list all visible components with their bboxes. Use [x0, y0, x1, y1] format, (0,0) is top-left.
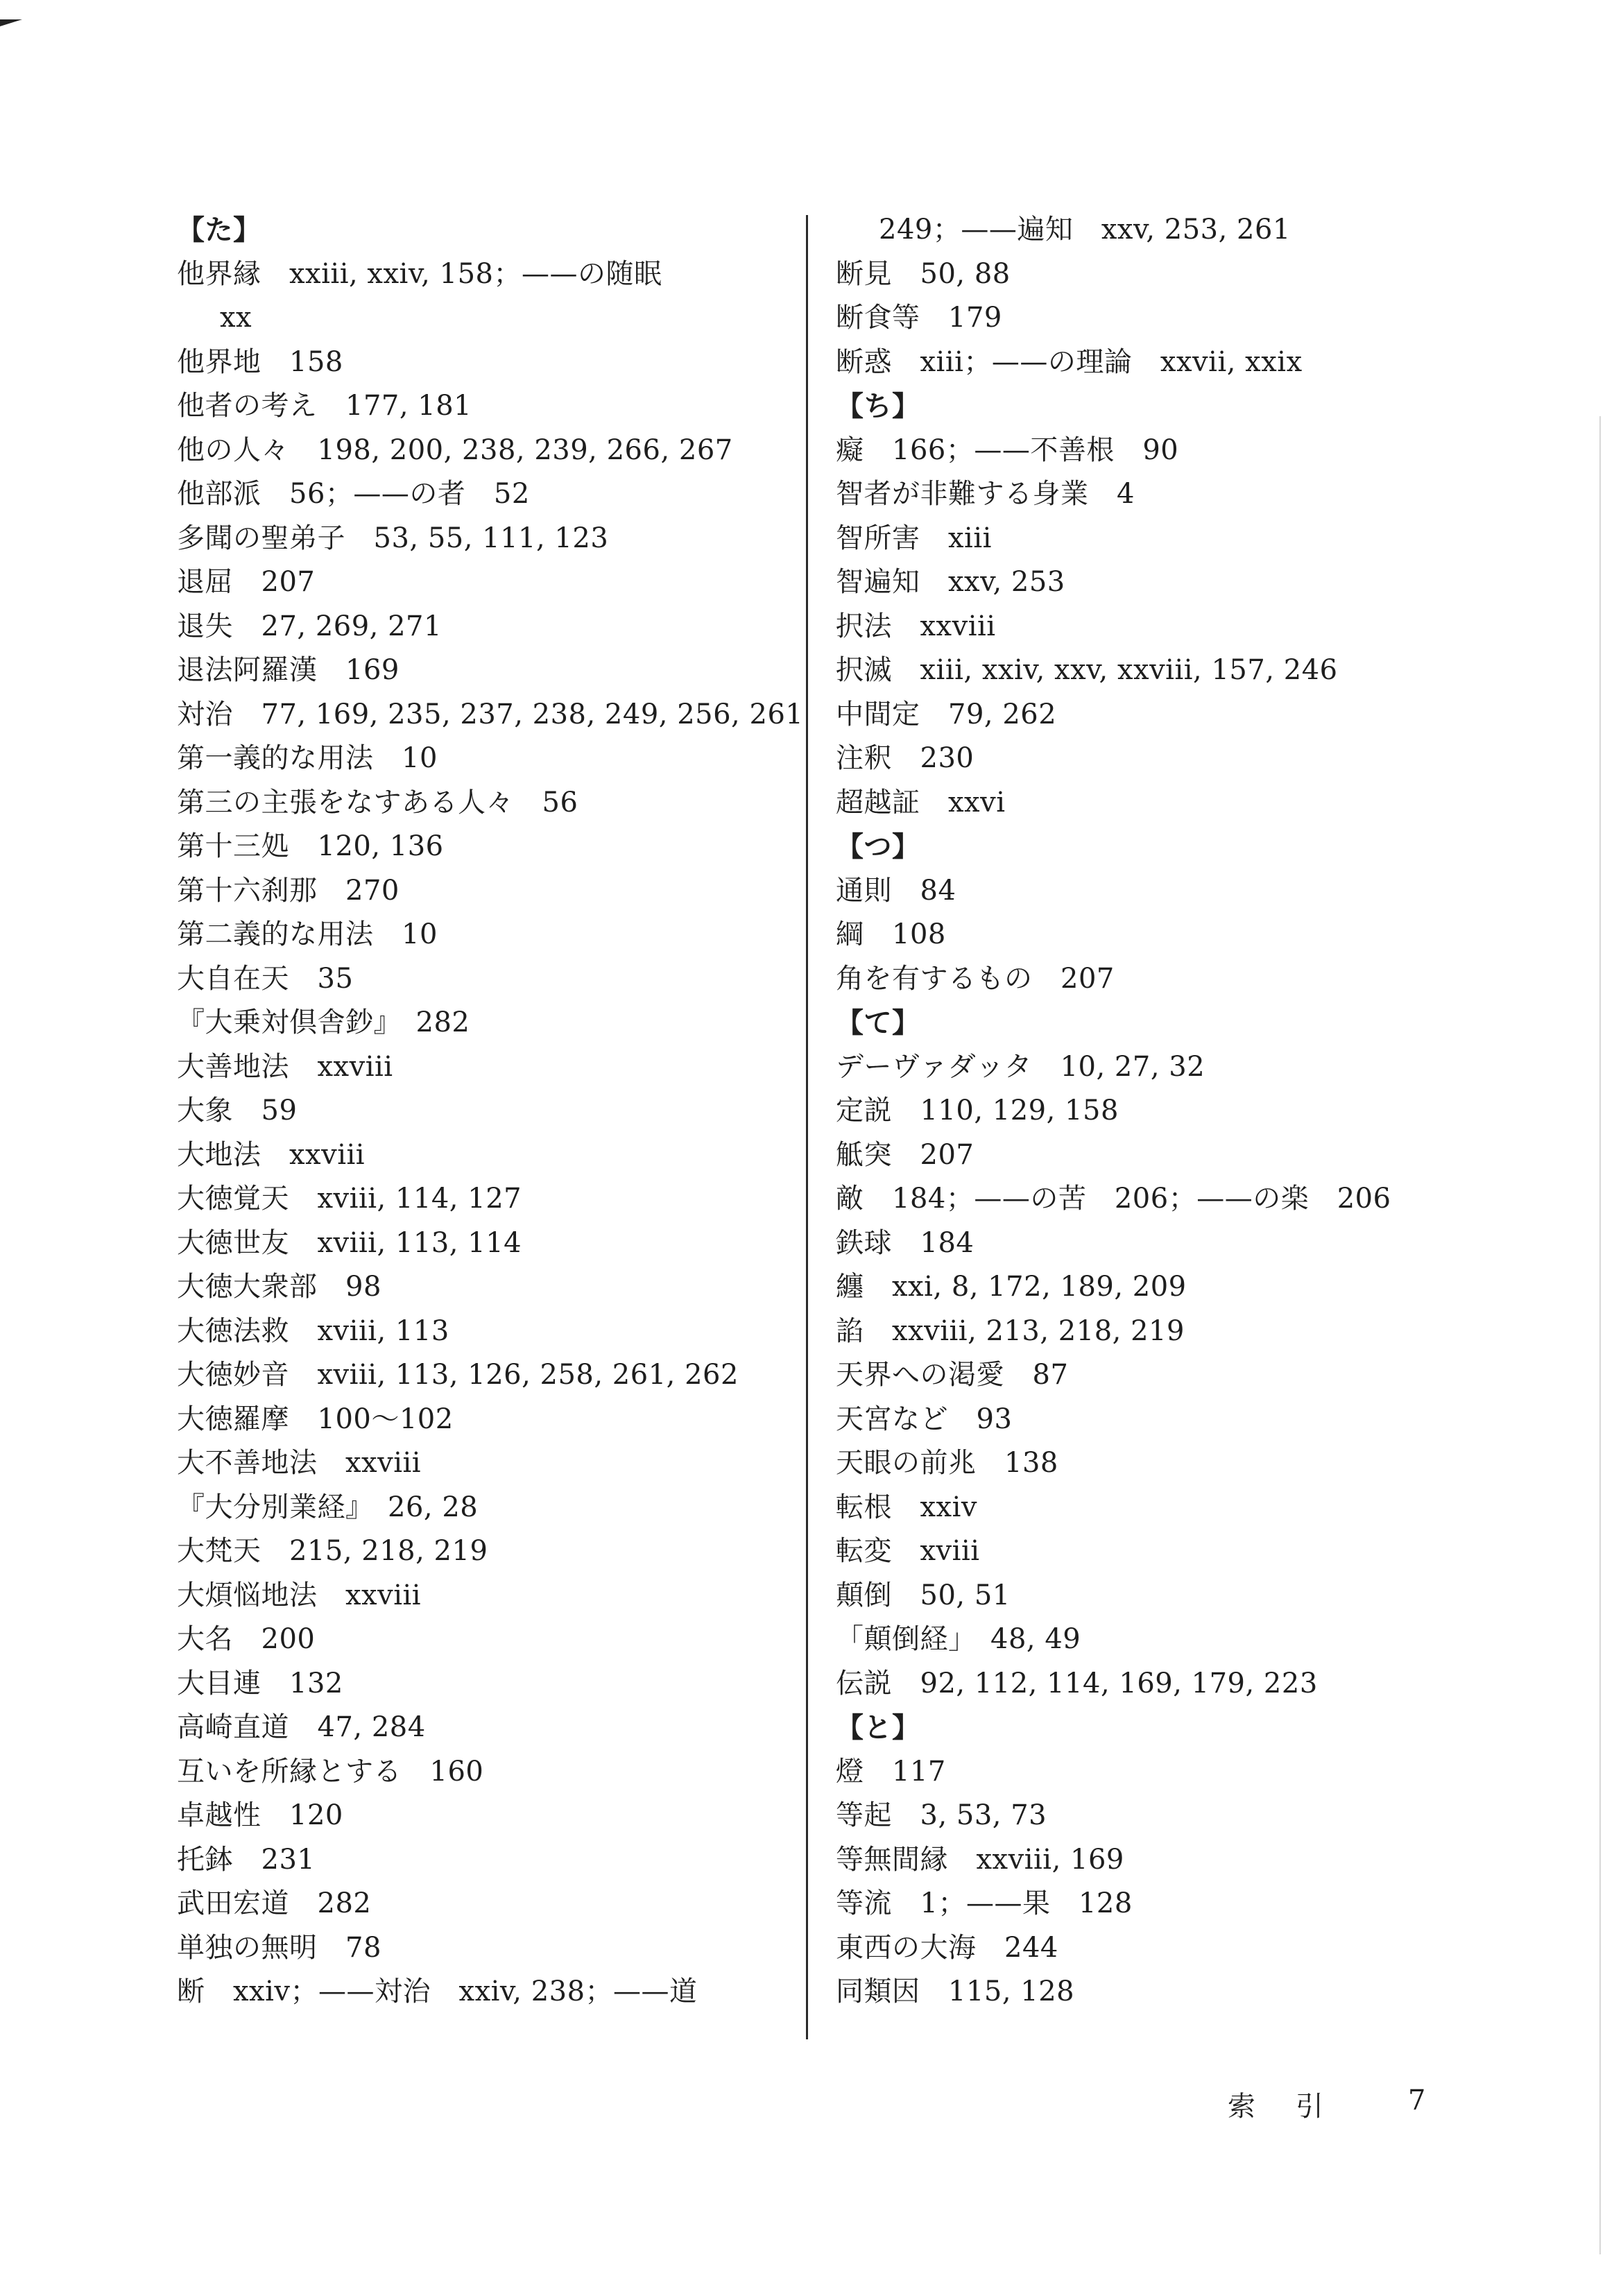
- index-entry: 大不善地法 xxviii: [177, 1447, 422, 1479]
- index-entry: 他者の考え 177, 181: [177, 390, 472, 422]
- index-entry: 智遍知 xxv, 253: [836, 566, 1065, 598]
- scan-corner-mark: [0, 19, 22, 26]
- index-entry: 退失 27, 269, 271: [177, 610, 442, 642]
- index-entry: 顛倒 50, 51: [836, 1579, 1011, 1611]
- index-entry: 大目連 132: [177, 1667, 343, 1699]
- index-entry: 智者が非難する身業 4: [836, 478, 1135, 510]
- index-entry: 鉄球 184: [836, 1226, 974, 1259]
- index-entry: 敵 184；——の苦 206；——の楽 206: [836, 1183, 1391, 1215]
- index-entry: 智所害 xiii: [836, 522, 992, 554]
- index-entry: 『大乗対倶舎鈔』 282: [177, 1006, 470, 1038]
- index-entry: 角を有するもの 207: [836, 962, 1115, 995]
- index-entry: 天眼の前兆 138: [836, 1447, 1058, 1479]
- index-entry: 癡 166；——不善根 90: [836, 434, 1179, 466]
- index-entry: 断 xxiv；——対治 xxiv, 238；——道: [177, 1976, 698, 2007]
- column-divider: [806, 215, 808, 2039]
- index-entry: 大善地法 xxviii: [177, 1050, 393, 1083]
- index-entry: 大徳世友 xviii, 113, 114: [177, 1226, 522, 1259]
- index-entry: 天界への渇愛 87: [836, 1359, 1069, 1391]
- index-entry: 第十三処 120, 136: [177, 830, 444, 862]
- scan-edge-shadow: [1599, 416, 1601, 2254]
- index-entry: 大梵天 215, 218, 219: [177, 1535, 488, 1567]
- index-entry: 綱 108: [836, 918, 946, 950]
- index-entry: 注釈 230: [836, 742, 974, 774]
- index-entry: 大名 200: [177, 1623, 316, 1655]
- index-entry: 他部派 56；——の者 52: [177, 478, 530, 510]
- index-entry: 大徳羅摩 100～102: [177, 1403, 454, 1435]
- index-entry: 高崎直道 47, 284: [177, 1711, 426, 1743]
- index-entry: 大徳妙音 xviii, 113, 126, 258, 261, 262: [177, 1359, 739, 1391]
- index-entry: 転根 xxiv: [836, 1491, 978, 1523]
- index-entry: 大象 59: [177, 1095, 298, 1126]
- footer-title: 索引: [1228, 2091, 1364, 2123]
- index-entry: 天宮など 93: [836, 1403, 1013, 1435]
- index-entry: 択滅 xiii, xxiv, xxv, xxviii, 157, 246: [836, 654, 1338, 686]
- index-entry: 大自在天 35: [177, 962, 354, 995]
- index-entry: 他界縁 xxiii, xxiv, 158；——の随眠: [177, 257, 662, 290]
- index-entry: 退屈 207: [177, 566, 316, 598]
- index-entry: 等起 3, 53, 73: [836, 1799, 1047, 1831]
- index-entry: 大煩悩地法 xxviii: [177, 1579, 422, 1611]
- index-entry: 「顛倒経」 48, 49: [836, 1623, 1081, 1655]
- index-entry: 大地法 xxviii: [177, 1138, 366, 1171]
- index-entry: 『大分別業経』 26, 28: [177, 1491, 479, 1523]
- index-entry: 他の人々 198, 200, 238, 239, 266, 267: [177, 434, 733, 466]
- index-entry: 定説 110, 129, 158: [836, 1095, 1119, 1126]
- index-entry: 断食等 179: [836, 302, 1002, 334]
- index-entry: 武田宏道 282: [177, 1887, 372, 1919]
- index-column-right: [836, 208, 1460, 2014]
- index-entry: 通則 84: [836, 874, 956, 907]
- index-entry: 断惑 xiii；——の理論 xxvii, xxix: [836, 345, 1303, 378]
- index-entry: xx: [220, 302, 252, 334]
- index-entry: 燈 117: [836, 1755, 946, 1788]
- index-entry: 大徳大衆部 98: [177, 1271, 381, 1303]
- index-entry: 退法阿羅漢 169: [177, 654, 400, 686]
- index-entry: 大徳覚天 xviii, 114, 127: [177, 1183, 522, 1215]
- index-section-heading: 【た】: [177, 214, 261, 246]
- index-entry: 多聞の聖弟子 53, 55, 111, 123: [177, 522, 609, 554]
- index-entry: 対治 77, 169, 235, 237, 238, 249, 256, 261: [177, 698, 804, 730]
- index-entry: 纏 xxi, 8, 172, 189, 209: [836, 1271, 1187, 1303]
- index-entry: 同類因 115, 128: [836, 1976, 1075, 2007]
- index-entry: 諂 xxviii, 213, 218, 219: [836, 1314, 1185, 1347]
- index-entry: 第一義的な用法 10: [177, 742, 438, 774]
- index-entry: 觝突 207: [836, 1138, 974, 1171]
- index-section-heading: 【つ】: [836, 830, 920, 863]
- index-column-left: [177, 208, 804, 2014]
- index-entry: 等流 1；——果 128: [836, 1887, 1133, 1919]
- index-entry: 第十六刹那 270: [177, 874, 400, 907]
- index-section-heading: 【て】: [836, 1006, 920, 1039]
- index-entry: 第二義的な用法 10: [177, 918, 438, 950]
- index-entry: 互いを所縁とする 160: [177, 1755, 484, 1788]
- index-entry: 中間定 79, 262: [836, 698, 1057, 730]
- index-entry: デーヴァダッタ 10, 27, 32: [836, 1050, 1205, 1083]
- index-section-heading: 【と】: [836, 1711, 920, 1744]
- index-entry: 大徳法救 xviii, 113: [177, 1314, 449, 1347]
- index-entry: 断見 50, 88: [836, 257, 1011, 290]
- index-entry: 単独の無明 78: [177, 1931, 381, 1964]
- index-entry: 伝説 92, 112, 114, 169, 179, 223: [836, 1667, 1318, 1699]
- index-entry: 第三の主張をなすある人々 56: [177, 786, 578, 819]
- page-number: 7: [1408, 2084, 1426, 2116]
- index-entry: 他界地 158: [177, 345, 343, 378]
- index-entry: 東西の大海 244: [836, 1931, 1058, 1964]
- index-entry: 択法 xxviii: [836, 610, 996, 642]
- index-section-heading: 【ち】: [836, 390, 920, 422]
- index-entry: 等無間縁 xxviii, 169: [836, 1843, 1124, 1876]
- index-entry: 托鉢 231: [177, 1843, 316, 1876]
- index-entry: 卓越性 120: [177, 1799, 343, 1831]
- index-entry: 転変 xviii: [836, 1535, 980, 1567]
- index-entry: 超越証 xxvi: [836, 786, 1006, 819]
- index-entry: 249；——遍知 xxv, 253, 261: [879, 214, 1291, 246]
